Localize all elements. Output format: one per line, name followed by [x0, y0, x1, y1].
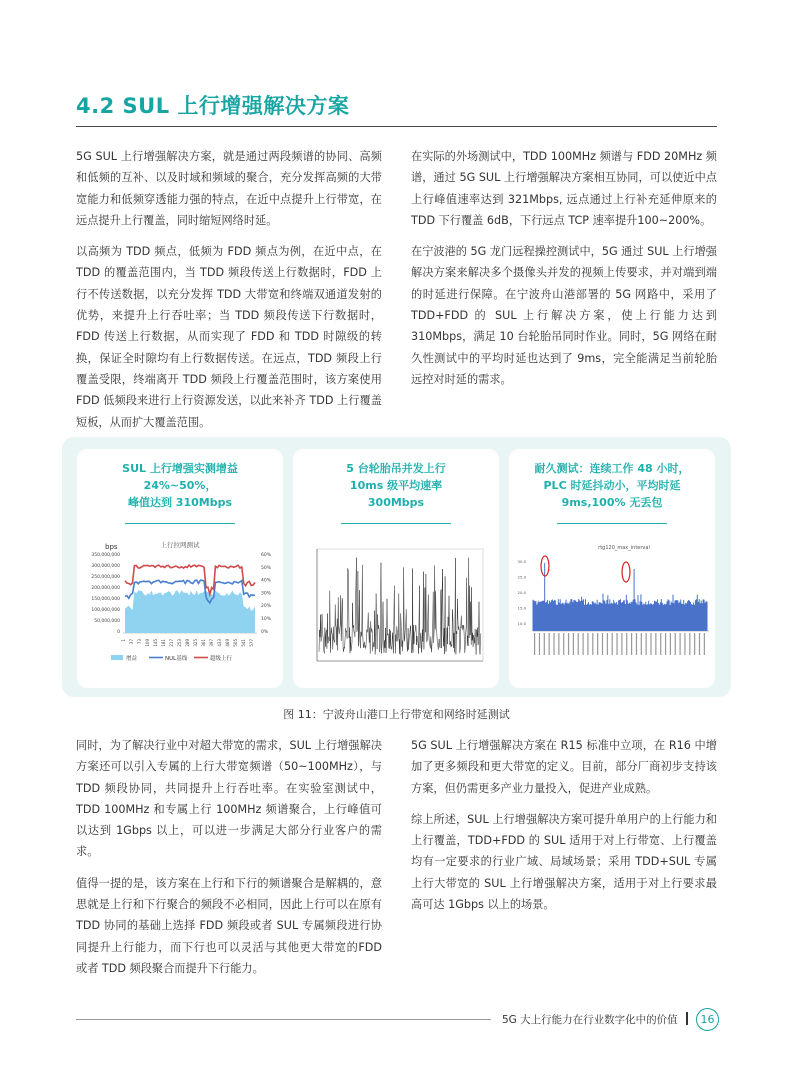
- x-tick-label-placeholder: [563, 633, 564, 655]
- footer-title: 5G 大上行能力在行业数字化中的价值: [502, 1014, 678, 1026]
- title-rule: [76, 126, 717, 127]
- panel-title-rule: [125, 523, 235, 524]
- panel-title: 5 台轮胎吊并发上行 10ms 级平均速率 300Mbps: [346, 462, 446, 509]
- x-tick-label-placeholder: [539, 633, 540, 655]
- super-uplink-series: [125, 565, 255, 594]
- x-tick-label-placeholder: [553, 633, 554, 655]
- x-tick-label-placeholder: [578, 633, 579, 655]
- x-tick-label-placeholder: [694, 633, 695, 655]
- concurrent-uplink-chart: [293, 535, 499, 685]
- footer-divider: [686, 1012, 688, 1025]
- y-tick-label: 250,000,000: [91, 575, 120, 580]
- x-tick-label: 217: [169, 639, 174, 647]
- x-tick-label-placeholder: [616, 633, 617, 655]
- right-column-top: [411, 146, 717, 400]
- x-tick-label-placeholder: [636, 633, 637, 655]
- y2-tick-label: 40%: [261, 578, 272, 584]
- page-number: 16: [696, 1008, 719, 1031]
- y2-tick-label: 60%: [261, 553, 272, 558]
- panel-title-rule: [341, 523, 451, 524]
- x-tick-label: 361: [201, 639, 206, 647]
- y-tick-label: 150,000,000: [91, 597, 120, 602]
- x-tick-label-placeholder: [646, 633, 647, 655]
- paragraph: 以高频为 TDD 频点，低频为 FDD 频点为例，在近中点，在TDD 的覆盖范围内，当 TDD 频段传送上行数据时，FDD 上行不传送数据，以充分发挥 TDD 大带宽和终端双通道发射的优势，来提升上行吞吐率；当 TDD 频段传送下行数据时，FDD 传送上行数据，从而实现了 FDD 和 TDD 时隙级的转换，保证全时隙均有上行数据传送。在远点，TDD 频段上行覆盖受限，终端离开 TDD 频段上行覆盖范围时，该方案使用FDD 低频段来进行上行资源发送，以此来补齐 TDD 上行覆盖短板，从而扩大覆盖范围。: [76, 245, 382, 429]
- x-tick-label-placeholder: [587, 633, 588, 655]
- x-tick-label: 37: [129, 639, 134, 645]
- x-tick-label-placeholder: [626, 633, 627, 655]
- x-tick-label: 541: [241, 639, 246, 647]
- x-tick-label-placeholder: [665, 633, 666, 655]
- y-tick-label: 50,000,000: [94, 619, 120, 624]
- right-column-bottom: [411, 735, 717, 925]
- x-tick-label: 325: [193, 639, 198, 647]
- x-tick-label-placeholder: [607, 633, 608, 655]
- x-tick-label-placeholder: [631, 633, 632, 655]
- paragraph: 在宁波港的 5G 龙门远程操控测试中，5G 通过 SUL 上行增强解决方案来解决多个摄像头并发的视频上传要求，并对端到端的时延进行保障。在宁波舟山港部署的 5G 网路中，采用了 TDD+FDD 的 SUL 上行解决方案，使上行能力达到310Mbps，满足 10 台轮胎吊同时作业。同时，5G 网络在耐久性测试中的平均时延也达到了 9ms，完全能满足当前轮胎远控对时延的需求。: [411, 245, 717, 386]
- legend-swatch-gain: [111, 655, 123, 660]
- y-tick-label: 100,000,000: [91, 608, 120, 613]
- x-tick-label: 253: [177, 639, 182, 647]
- y2-tick-label: 0%: [261, 629, 269, 635]
- x-tick-label-placeholder: [558, 633, 559, 655]
- x-tick-label-placeholder: [568, 633, 569, 655]
- legend-label: NUL基线: [165, 656, 188, 662]
- y2-tick-label: 30%: [261, 591, 272, 597]
- x-tick-label-placeholder: [544, 633, 545, 655]
- figure-panel-latency: [509, 449, 715, 688]
- gain-series: [125, 590, 255, 633]
- x-tick-label-placeholder: [704, 633, 705, 655]
- paragraph: 5G SUL 上行增强解决方案，就是通过两段频谱的协同、高频和低频的互补、以及时域和频域的聚合，充分发挥高频的大带宽能力和低频穿透能力强的特点，在近中点提升上行带宽，在远点提升上行覆盖，同时缩短网络时延。: [76, 150, 382, 227]
- y2-tick-label: 20%: [261, 604, 272, 610]
- footer-rule: [76, 1019, 491, 1020]
- x-tick-label: 289: [185, 639, 190, 647]
- paragraph: 在实际的外场测试中，TDD 100MHz 频谱与 FDD 20MHz 频谱，通过 5G SUL 上行增强解决方案相互协同，可以使近中点上行峰值速率达到 321Mbps, 远点通过上行补充延伸原来的 TDD 下行覆盖 6dB，下行远点 TCP 速率提升100~200%。: [411, 150, 717, 227]
- x-tick-label-placeholder: [592, 633, 593, 655]
- x-tick-label-placeholder: [583, 633, 584, 655]
- y-tick-label: 30.0: [517, 559, 526, 564]
- x-tick-label-placeholder: [655, 633, 656, 655]
- x-tick-label-placeholder: [699, 633, 700, 655]
- x-tick-label-placeholder: [684, 633, 685, 655]
- x-tick-label-placeholder: [670, 633, 671, 655]
- x-tick-label-placeholder: [602, 633, 603, 655]
- x-tick-label: 145: [153, 639, 158, 647]
- x-tick-label-placeholder: [573, 633, 574, 655]
- x-tick-label: 433: [217, 639, 222, 647]
- figure-panel-concurrent-uplink: [293, 449, 499, 688]
- uplink-gain-chart: [77, 535, 283, 685]
- panel-title: SUL 上行增强实测增益 24%~50%， 峰值达到 310Mbps: [122, 462, 238, 509]
- panel-title-rule: [557, 523, 667, 524]
- x-tick-label-placeholder: [675, 633, 676, 655]
- figure-caption: 图 11：宁波舟山港口上行带宽和网络时延测试: [283, 708, 510, 721]
- y-tick-label: 200,000,000: [91, 586, 120, 591]
- throughput-series: [319, 558, 481, 655]
- x-tick-label-placeholder: [660, 633, 661, 655]
- latency-chart: [509, 535, 715, 685]
- y2-tick-label: 10%: [261, 617, 272, 622]
- y-tick-label: 15.0: [517, 605, 526, 611]
- y-tick-label: 10.0: [517, 621, 526, 626]
- chart-title: 上行拉网测试: [160, 541, 200, 549]
- paragraph: 同时，为了解决行业中对超大带宽的需求，SUL 上行增强解决方案还可以引入专属的上行大带宽频谱（50~100MHz），与 TDD 频段协同，共同提升上行吞吐率。在实验室测试中，TDD 100MHz 和专属上行 100MHz 频谱聚合，上行峰值可以达到 1Gbps 以上，可以进一步满足大部分行业客户的需求。: [76, 739, 382, 859]
- y-tick-label: 25.0: [517, 574, 526, 580]
- x-tick-label-placeholder: [612, 633, 613, 655]
- x-tick-label-placeholder: [650, 633, 651, 655]
- x-tick-label-placeholder: [549, 633, 550, 655]
- chart-title: rtg120_max_interval: [598, 545, 650, 551]
- y-tick-label: 300,000,000: [91, 564, 120, 569]
- section-title: 4.2 SUL 上行增强解决方案: [76, 94, 350, 118]
- y-tick-label: 0: [117, 630, 120, 635]
- paragraph: 5G SUL 上行增强解决方案在 R15 标准中立项，在 R16 中增加了更多频段和更大带宽的定义。目前，部分厂商初步支持该方案，但仍需更多产业力量投入，促进产业成熟。: [411, 739, 717, 795]
- x-tick-label: 469: [225, 639, 230, 647]
- x-tick-label-placeholder: [621, 633, 622, 655]
- x-tick-label: 109: [145, 639, 150, 647]
- x-tick-label: 1: [121, 639, 126, 642]
- figure-panel-uplink-gain: [77, 449, 283, 688]
- y2-tick-label: 50%: [261, 565, 272, 571]
- left-column-top: [76, 146, 382, 443]
- legend-label: 超级上行: [210, 656, 233, 662]
- legend-label: 增益: [126, 656, 138, 662]
- x-tick-label-placeholder: [597, 633, 598, 655]
- latency-series: [533, 563, 707, 631]
- x-tick-label-placeholder: [689, 633, 690, 655]
- x-tick-label: 577: [249, 639, 254, 647]
- x-tick-label-placeholder: [534, 633, 535, 655]
- x-tick-label: 181: [161, 639, 166, 647]
- y-tick-label: 350,000,000: [91, 553, 120, 558]
- latency-spike-highlight: [622, 562, 630, 582]
- y-tick-label: 20.0: [517, 590, 526, 595]
- paragraph: 综上所述，SUL 上行增强解决方案可提升单用户的上行能力和上行覆盖，TDD+FDD 的 SUL 适用于对上行带宽、上行覆盖均有一定要求的行业广域、局域场景；采用 TDD+SUL 专属上行大带宽的 SUL 上行增强解决方案，适用于对上行要求最高可达 1Gbps 以上的场景。: [411, 812, 717, 912]
- x-tick-label: 505: [233, 639, 238, 647]
- y-unit-label: bps: [105, 543, 118, 551]
- x-tick-label: 73: [137, 639, 142, 645]
- x-tick-label-placeholder: [641, 633, 642, 655]
- x-tick-label: 397: [209, 639, 214, 647]
- panel-title: 耐久测试：连续工作 48 小时， PLC 时延抖动小，平均时延 9ms,100% 无丢包: [534, 462, 690, 509]
- left-column-bottom: [76, 735, 382, 989]
- x-tick-label-placeholder: [680, 633, 681, 655]
- paragraph: 值得一提的是，该方案在上行和下行的频谱聚合是解耦的，意思就是上行和下行聚合的频段不必相同，因此上行可以在原有 TDD 协同的基础上选择 FDD 频段或者 SUL 专属频段进行协同提升上行能力，而下行也可以灵活与其他更大带宽的FDD 或者 TDD 频段聚合而提升下行能力。: [76, 876, 382, 975]
